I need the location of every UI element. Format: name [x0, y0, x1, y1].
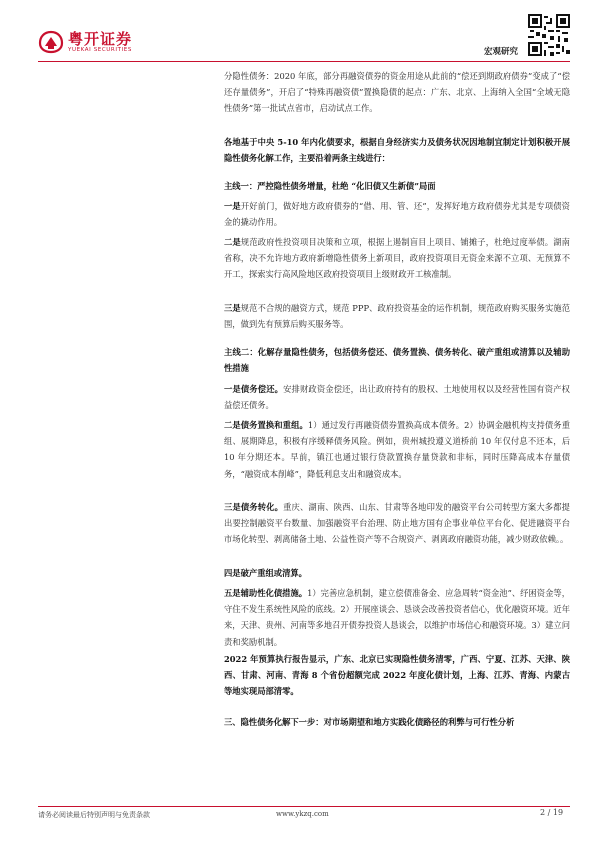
logo-chinese-name: 粤开证券 [68, 29, 133, 48]
paragraph-5-segment-0: 三是 [224, 303, 241, 313]
footer-website: www.ykzq.com [276, 810, 329, 818]
paragraph-3 [224, 198, 570, 230]
report-category: 宏观研究 [484, 47, 519, 57]
paragraph-9 [224, 499, 570, 548]
paragraph-0 [224, 68, 570, 117]
footer-disclaimer: 请务必阅读最后特别声明与免责条款 [38, 811, 150, 819]
paragraph-6-segment-0: 主线二：化解存量隐性债务，包括债务偿还、债务置换、债务转化、破产重组或清算以及辅助性措施 [224, 347, 570, 374]
paragraph-1 [224, 134, 570, 166]
logo-english-name: YUEKAI SECURITIES [68, 46, 132, 53]
paragraph-8-segment-0: 二是债务置换和重组。 [224, 420, 308, 430]
paragraph-2 [224, 178, 570, 194]
paragraph-8-segment-1: 1）通过发行再融资债券置换高成本债务。2）协调金融机构支持债务重组、展期降息，积极有序缓释债务风险。例如，贵州城投遵义道桥前 10 年仅付息不还本，后 10 年分期还本。早前，镇江也通过银行贷款置换存量贷款和非标，同时压降高成本存量债务，“融资成本削峰”，降低利息支出和融资成本。 [224, 420, 570, 479]
paragraph-5 [224, 300, 570, 332]
footer-divider [38, 806, 570, 807]
paragraph-4-segment-1: 规范政府性投资项目决策和立项，根据上遏制盲目上项目、铺摊子，杜绝过度举债。湖南省称，决不允许地方政府新增隐性债务上新项目，政府投资项目无资金来源不立项、无预算不开工，探索实行高风险地区政府投资项目上级财政开工核准制。 [224, 237, 570, 280]
paragraph-10 [224, 565, 570, 581]
paragraph-3-segment-1: 开好前门，做好地方政府债券的“借、用、管、还”，发挥好地方政府债券尤其是专项债资金的撬动作用。 [224, 201, 570, 228]
paragraph-10-segment-0: 四是破产重组或清算。 [224, 568, 307, 578]
paragraph-6 [224, 344, 570, 376]
paragraph-7-segment-0: 一是债务偿还。 [224, 384, 284, 394]
page-number: 2 / 19 [540, 808, 564, 817]
paragraph-9-segment-0: 三是债务转化。 [224, 502, 284, 512]
paragraph-3-segment-0: 一是 [224, 201, 241, 211]
paragraph-8 [224, 417, 570, 482]
qr-code-icon [528, 14, 570, 56]
paragraph-12 [224, 651, 570, 700]
paragraph-2-segment-0: 主线一：严控隐性债务增量，杜绝 “化旧债又生新债”局面 [224, 181, 436, 191]
logo-icon [38, 30, 64, 54]
paragraph-5-segment-1: 规范不合规的融资方式，规范 PPP、政府投资基金的运作机制，规范政府购买服务实施范围，做到先有预算后购买服务等。 [224, 303, 570, 330]
paragraph-11-segment-1: 1）完善应急机制，建立偿债准备金、应急周转“资金池”、纾困资金等，守住不发生系统性风险的底线。2）开展座谈会、恳谈会改善投资者信心，优化融资环境。近年来，天津、贵州、河南等多地召开债券投资人恳谈会，以维护市场信心和融资环境。3）建立问责和奖励机制。 [224, 588, 570, 647]
paragraph-7 [224, 381, 570, 413]
paragraph-4-segment-0: 二是 [224, 237, 241, 247]
company-logo [38, 30, 132, 54]
page-header [0, 0, 595, 62]
paragraph-13 [224, 714, 570, 730]
paragraph-12-segment-0: 2022 年预算执行报告显示，广东、北京已实现隐性债务清零，广西、宁夏、江苏、天津、陕西、甘肃、河南、青海 8 个省份超额完成 2022 年度化债计划，上海、江苏、青海、内蒙古等地实现局部清零。 [224, 654, 570, 697]
paragraph-11-segment-0: 五是辅助性化债措施。 [224, 588, 308, 598]
paragraph-9-segment-1: 重庆、湖南、陕西、山东、甘肃等各地印发的融资平台公司转型方案大多都提出要控制融资平台数量、加强融资平台治理、防止地方国有企事业单位平台化、促进融资平台市场化转型、剥离储备土地、公益性资产等不合规资产、剥离政府融资功能，减少财政依赖。。 [224, 502, 570, 545]
paragraph-0-segment-0: 分隐性债务：2020 年底，部分再融资债券的资金用途从此前的“偿还到期政府债券”变成了“偿还存量债务”，开启了“特殊再融资债”置换隐债的起点：广东、北京、上海纳入全国“全域无隐性债务”第一批试点省市，启动试点工作。 [224, 71, 570, 114]
paragraph-1-segment-0: 各地基于中央 5-10 年内化债要求，根据自身经济实力及债务状况因地制宜制定计划积极开展隐性债务化解工作，主要沿着两条主线进行： [224, 137, 570, 164]
paragraph-13-segment-0: 三、隐性债务化解下一步：对市场期望和地方实践化债路径的利弊与可行性分析 [224, 717, 515, 727]
paragraph-4 [224, 234, 570, 283]
paragraph-11 [224, 585, 570, 650]
paragraph-7-segment-1: 安排财政资金偿还，出让政府持有的股权、土地使用权以及经营性国有资产权益偿还债务。 [224, 384, 570, 411]
header-divider [38, 61, 570, 62]
